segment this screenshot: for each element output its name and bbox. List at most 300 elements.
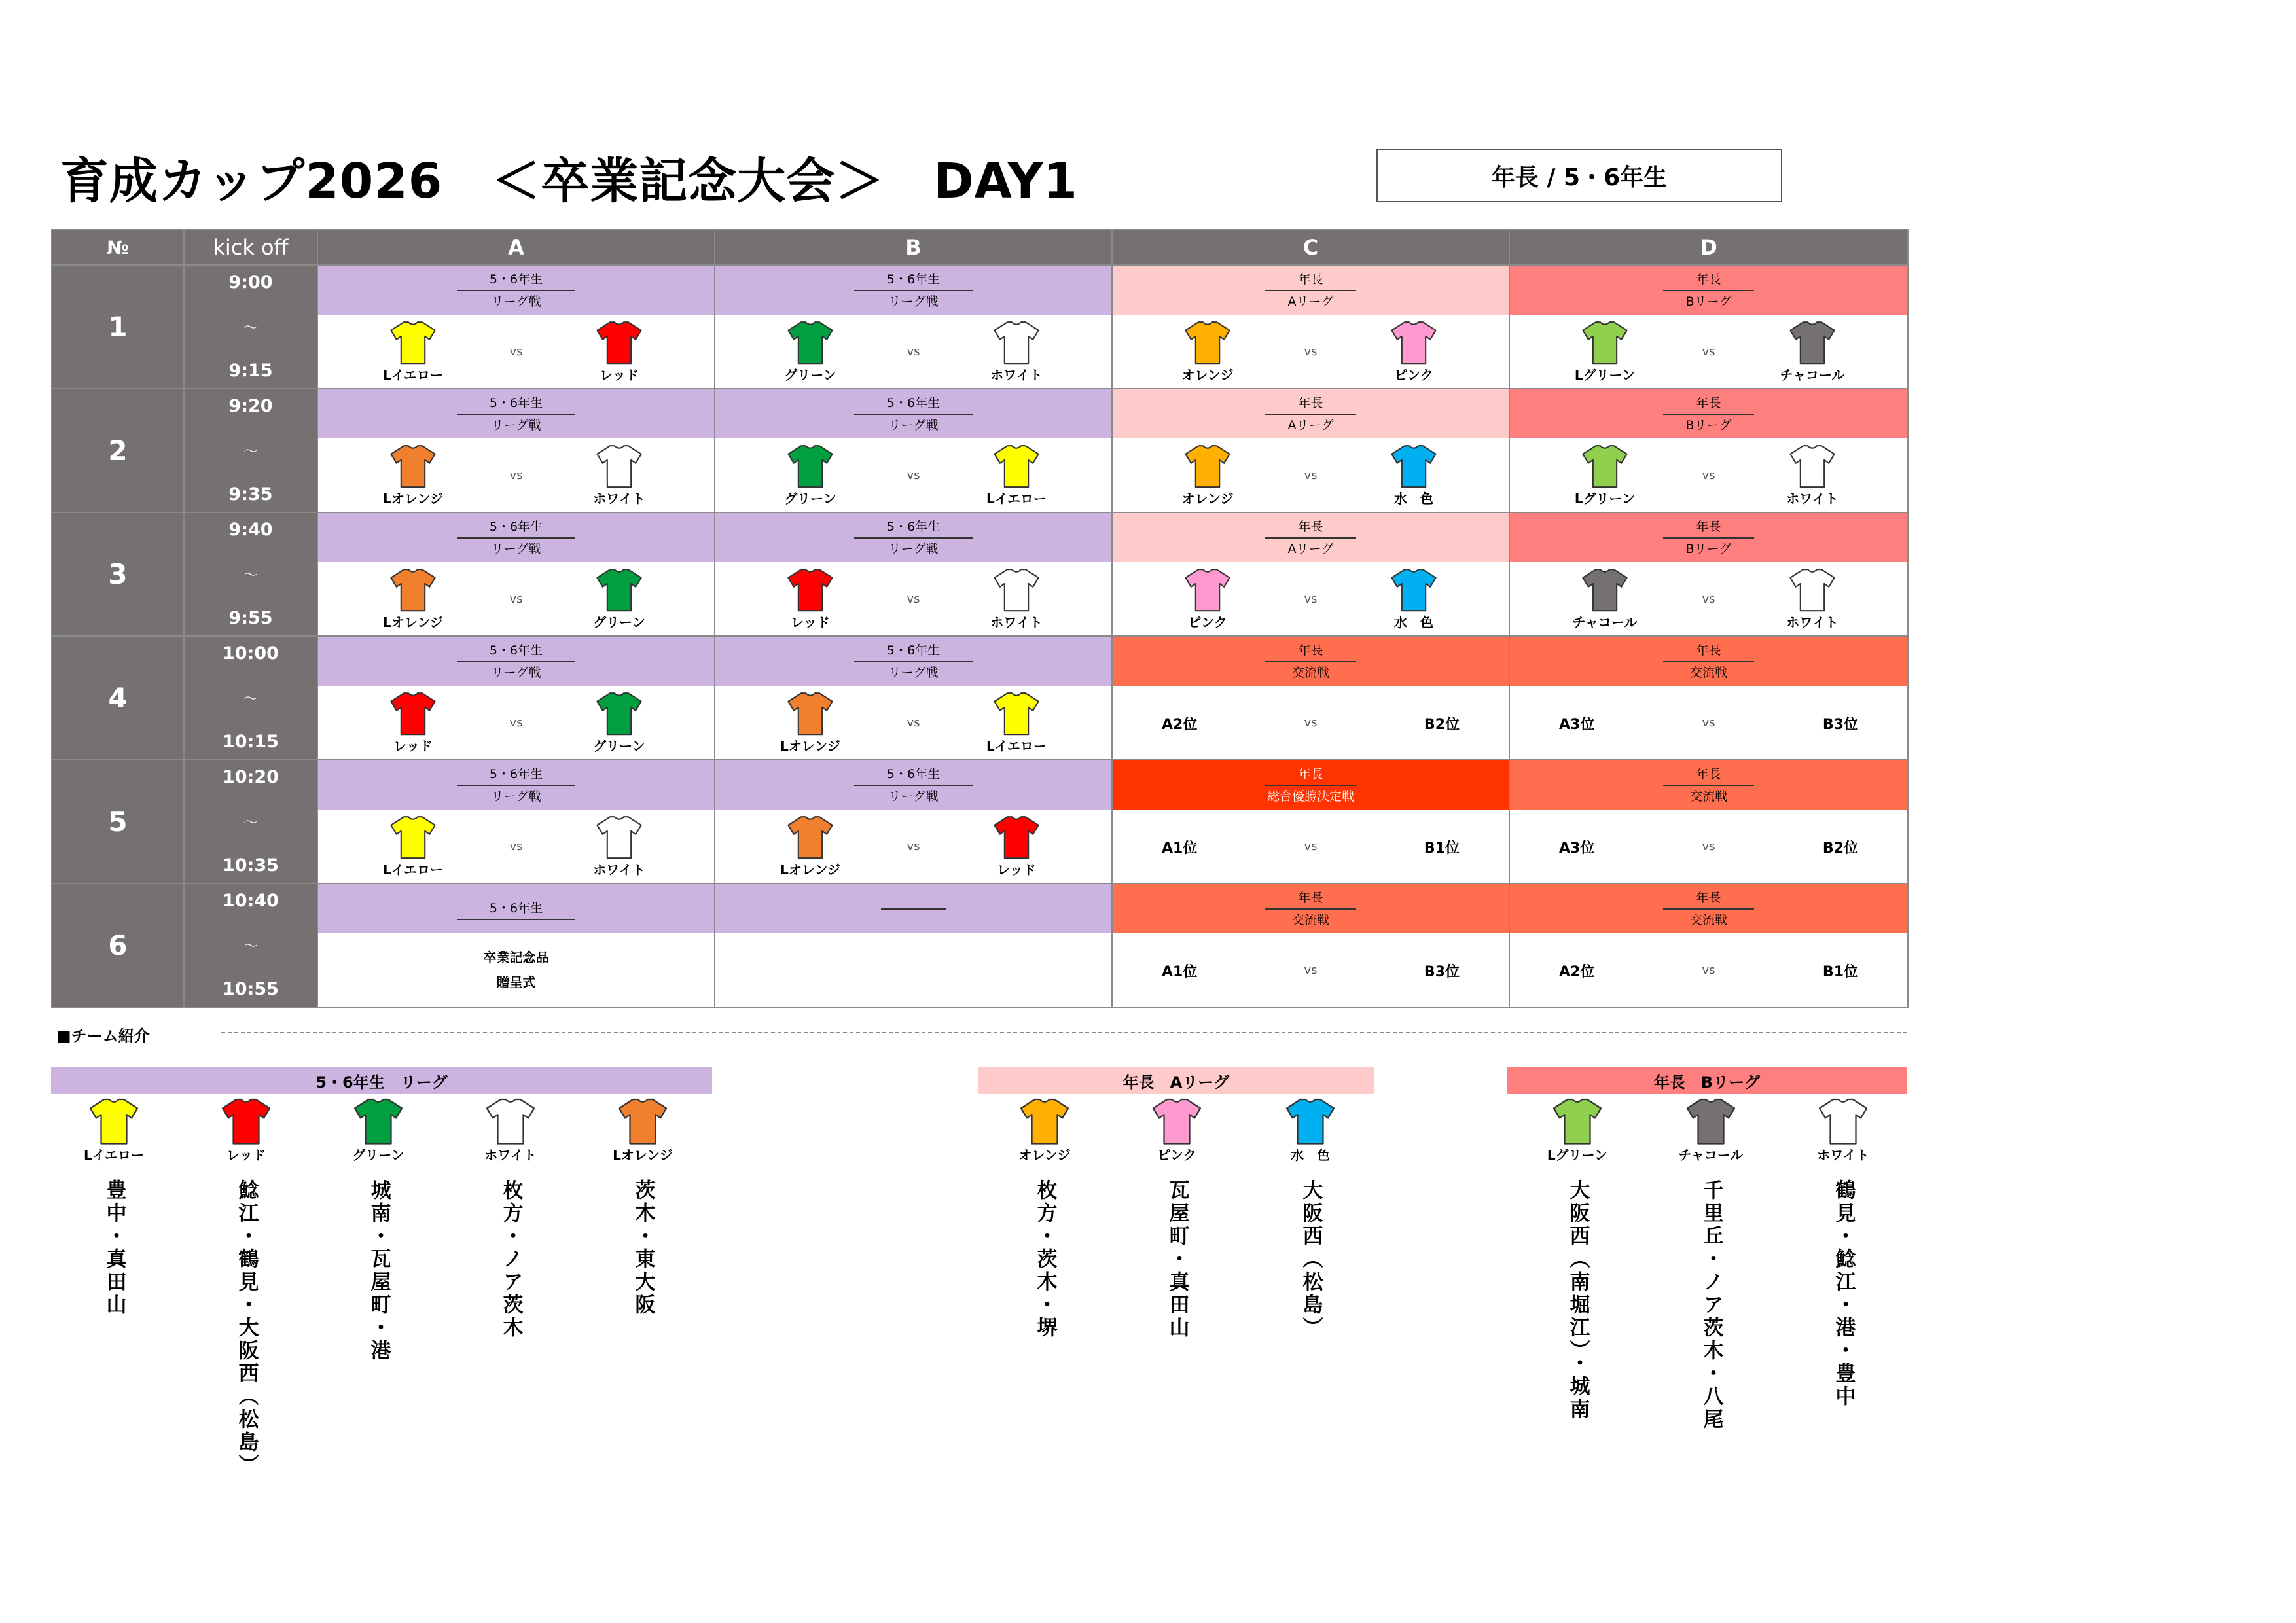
team-card	[590, 1097, 695, 1317]
start-time: 10:00	[223, 643, 279, 664]
match-division: 年長	[1663, 393, 1753, 415]
match-cell	[1112, 636, 1509, 760]
home-team-name: グリーン	[784, 367, 836, 383]
home-team-name: Lイエロー	[383, 367, 443, 383]
away-team	[980, 815, 1052, 878]
matchup	[715, 686, 1111, 759]
matchup	[715, 315, 1111, 388]
home-team-name: Lグリーン	[1574, 491, 1636, 507]
match-category	[1113, 266, 1509, 315]
vs-label: vs	[906, 345, 920, 359]
start-time: 9:40	[228, 520, 273, 540]
match-cell	[715, 265, 1112, 389]
matchup	[1510, 686, 1907, 759]
team-shirt-label: グリーン	[352, 1147, 404, 1163]
match-type: リーグ戦	[491, 665, 541, 680]
away-team	[980, 567, 1052, 631]
away-team	[583, 444, 655, 507]
start-time: 10:40	[223, 891, 279, 911]
match-cell	[715, 760, 1112, 883]
page-title: 育成カップ2026 ＜卒業記念大会＞ DAY1	[60, 153, 1078, 209]
away-seed: B2位	[1822, 840, 1858, 857]
kickoff-time	[184, 389, 317, 512]
match-cell	[715, 636, 1112, 760]
home-team-name: オレンジ	[1181, 491, 1234, 507]
away-team	[980, 691, 1052, 755]
team-intro-divider	[221, 1032, 1907, 1033]
match-category	[318, 266, 714, 315]
team-card	[1525, 1097, 1630, 1421]
home-seed: A1位	[1162, 840, 1198, 857]
shirt-icon	[1391, 567, 1437, 612]
team-members: 枚方・茨木・堺	[1033, 1179, 1057, 1340]
end-time: 9:55	[228, 608, 273, 628]
time-separator: 〜	[243, 814, 258, 831]
end-time: 10:15	[223, 732, 279, 752]
match-category	[1113, 389, 1509, 438]
team-members: 鯰江・鶴見・大阪西（松島）	[234, 1179, 259, 1477]
home-team-name: Lイエロー	[383, 862, 443, 878]
away-team-name: ホワイト	[990, 367, 1043, 383]
match-cell	[1112, 883, 1509, 1007]
match-type: 交流戦	[1689, 665, 1727, 680]
team-shirt-label: ホワイト	[1817, 1147, 1869, 1163]
team-shirt-label: オレンジ	[1018, 1147, 1071, 1163]
match-cell	[1112, 512, 1509, 636]
team-members: 瓦屋町・真田山	[1165, 1179, 1189, 1340]
kickoff-time	[184, 883, 317, 1007]
team-members: 大阪西（松島）	[1299, 1179, 1323, 1340]
away-team	[1776, 444, 1848, 507]
match-type: リーグ戦	[888, 541, 939, 556]
match-category	[715, 637, 1111, 686]
away-team-name: ホワイト	[593, 491, 645, 507]
match-category	[318, 513, 714, 562]
match-division: 5・6年生	[457, 393, 575, 415]
away-team	[1776, 567, 1848, 631]
match-type: リーグ戦	[888, 665, 939, 680]
away-team-name: ピンク	[1394, 367, 1433, 383]
start-time: 10:20	[223, 767, 279, 787]
vs-label: vs	[1304, 345, 1318, 359]
match-cell	[1112, 760, 1509, 883]
shirt-icon	[994, 815, 1039, 859]
vs-label: vs	[906, 592, 920, 606]
away-team-name: 水 色	[1394, 615, 1433, 630]
match-type: リーグ戦	[491, 541, 541, 556]
kickoff-time	[184, 512, 317, 636]
shirt-icon	[1020, 1097, 1069, 1145]
match-division: 年長	[1663, 640, 1753, 662]
team-shirt-label: レッド	[226, 1147, 266, 1163]
match-cell	[1509, 512, 1908, 636]
vs-label: vs	[509, 469, 523, 482]
away-team-name: レッド	[997, 862, 1036, 878]
matchup	[1113, 686, 1509, 759]
vs-label: vs	[1702, 469, 1715, 482]
match-division: 年長	[1265, 764, 1355, 786]
match-division: 5・6年生	[854, 764, 973, 786]
home-team-name: Lオレンジ	[383, 615, 443, 630]
match-type: 交流戦	[1689, 912, 1727, 927]
away-team-name: ホワイト	[593, 862, 645, 878]
vs-label: vs	[1702, 716, 1715, 730]
matchup	[1510, 315, 1907, 388]
kickoff-time	[184, 636, 317, 760]
match-division: 5・6年生	[854, 640, 973, 662]
shirt-icon	[1152, 1097, 1202, 1145]
matchup	[318, 562, 714, 635]
match-division	[881, 908, 946, 910]
matchup	[1113, 315, 1509, 388]
match-division: 年長	[1265, 269, 1355, 291]
match-category	[318, 760, 714, 810]
vs-label: vs	[1702, 840, 1715, 853]
home-seed: A1位	[1162, 964, 1198, 980]
time-separator: 〜	[243, 938, 258, 955]
away-seed: B1位	[1822, 964, 1858, 980]
league-banner: 年長 Bリーグ	[1507, 1067, 1907, 1094]
ceremony-line1: 卒業記念品	[483, 950, 549, 965]
shirt-icon	[486, 1097, 535, 1145]
shirt-icon	[1789, 320, 1835, 365]
match-division: 年長	[1663, 887, 1753, 910]
col-header-kickoff: kick off	[184, 230, 317, 265]
shirt-icon	[1789, 444, 1835, 488]
league-banner: 年長 Aリーグ	[978, 1067, 1374, 1094]
match-category	[1510, 884, 1907, 933]
team-card	[194, 1097, 298, 1477]
header-row	[52, 230, 1908, 265]
shirt-icon	[596, 444, 642, 488]
team-shirt-label: チャコール	[1678, 1147, 1744, 1163]
away-team	[1378, 567, 1450, 631]
col-header-court-b: B	[715, 230, 1112, 265]
match-type: 交流戦	[1291, 912, 1329, 927]
vs-label: vs	[1304, 469, 1318, 482]
match-category	[715, 266, 1111, 315]
match-number: 3	[52, 512, 184, 636]
away-team	[980, 444, 1052, 507]
match-type: リーグ戦	[888, 294, 939, 309]
match-type: Aリーグ	[1287, 418, 1334, 433]
match-cell	[317, 636, 715, 760]
shirt-icon	[1818, 1097, 1868, 1145]
match-division: 年長	[1265, 640, 1355, 662]
vs-label: vs	[1702, 963, 1715, 977]
home-team-name: Lオレンジ	[383, 491, 443, 507]
away-team	[1378, 444, 1450, 507]
home-team-name: オレンジ	[1181, 367, 1234, 383]
match-cell	[1509, 883, 1908, 1007]
match-category	[1510, 513, 1907, 562]
match-cell	[1112, 265, 1509, 389]
match-row	[52, 883, 1908, 1007]
team-card	[992, 1097, 1097, 1340]
time-separator: 〜	[243, 319, 258, 336]
match-type: Bリーグ	[1685, 418, 1732, 433]
match-cell	[715, 883, 1112, 1007]
away-team-name: グリーン	[593, 615, 645, 630]
match-cell	[1509, 389, 1908, 512]
start-time: 9:20	[228, 396, 273, 416]
ceremony	[318, 933, 714, 1007]
match-division: 5・6年生	[854, 516, 973, 539]
match-cell	[317, 512, 715, 636]
match-category	[318, 637, 714, 686]
match-type: リーグ戦	[888, 789, 939, 804]
match-number: 4	[52, 636, 184, 760]
match-category	[1113, 513, 1509, 562]
matchup	[1510, 562, 1907, 635]
end-time: 9:35	[228, 484, 273, 505]
away-team-name: ホワイト	[990, 615, 1043, 630]
team-shirt-label: ピンク	[1157, 1147, 1196, 1163]
vs-label: vs	[906, 716, 920, 730]
shirt-icon	[994, 320, 1039, 365]
home-team-name: Lオレンジ	[780, 738, 840, 754]
team-members: 茨木・東大阪	[631, 1179, 655, 1317]
matchup	[1113, 562, 1509, 635]
home-team-name: Lオレンジ	[780, 862, 840, 878]
match-cell	[317, 760, 715, 883]
shirt-icon	[596, 320, 642, 365]
vs-label: vs	[1304, 592, 1318, 606]
vs-label: vs	[1702, 345, 1715, 359]
match-category	[1510, 266, 1907, 315]
team-shirt-label: 水 色	[1291, 1147, 1330, 1163]
team-members: 千里丘・ノア茨木・八尾	[1699, 1179, 1723, 1431]
match-row	[52, 512, 1908, 636]
away-team	[583, 567, 655, 631]
home-seed: A3位	[1559, 840, 1595, 857]
empty-slot	[715, 933, 1111, 1007]
team-members: 枚方・ノア茨木	[499, 1179, 523, 1340]
matchup	[318, 315, 714, 388]
match-category	[715, 884, 1111, 933]
col-header-court-d: D	[1509, 230, 1908, 265]
team-card	[1258, 1097, 1363, 1340]
match-category	[715, 389, 1111, 438]
match-category	[1510, 760, 1907, 810]
time-separator: 〜	[243, 690, 258, 707]
col-header-court-c: C	[1112, 230, 1509, 265]
shirt-icon	[994, 691, 1039, 736]
match-division: 年長	[1663, 269, 1753, 291]
away-team	[1378, 320, 1450, 383]
vs-label: vs	[509, 345, 523, 359]
shirt-icon	[1391, 320, 1437, 365]
team-members: 鶴見・鯰江・港・豊中	[1831, 1179, 1856, 1408]
away-team-name: グリーン	[593, 738, 645, 754]
end-time: 10:35	[223, 855, 279, 876]
match-cell	[317, 883, 715, 1007]
away-team	[1776, 320, 1848, 383]
away-team	[980, 320, 1052, 383]
matchup	[318, 686, 714, 759]
away-team-name: ホワイト	[1786, 615, 1839, 630]
shirt-icon	[596, 815, 642, 859]
match-category	[318, 884, 714, 933]
away-seed: B2位	[1424, 717, 1460, 733]
match-row	[52, 265, 1908, 389]
away-seed: B1位	[1424, 840, 1460, 857]
match-row	[52, 760, 1908, 883]
away-team-name: レッド	[600, 367, 639, 383]
match-type: 交流戦	[1291, 665, 1329, 680]
schedule-table	[51, 229, 1909, 1008]
match-type: リーグ戦	[888, 418, 939, 433]
team-card	[1124, 1097, 1229, 1340]
col-header-court-a: A	[317, 230, 715, 265]
match-type: リーグ戦	[491, 294, 541, 309]
match-number: 5	[52, 760, 184, 883]
vs-label: vs	[906, 840, 920, 853]
match-cell	[715, 512, 1112, 636]
home-seed: A3位	[1559, 717, 1595, 733]
match-cell	[1509, 636, 1908, 760]
matchup	[715, 438, 1111, 512]
match-cell	[317, 389, 715, 512]
team-card	[62, 1097, 166, 1317]
match-type: Bリーグ	[1685, 294, 1732, 309]
matchup	[1510, 933, 1907, 1007]
team-members: 豊中・真田山	[102, 1179, 126, 1317]
away-team-name: Lイエロー	[986, 738, 1047, 754]
match-type: リーグ戦	[491, 418, 541, 433]
match-division: 5・6年生	[854, 269, 973, 291]
match-cell	[1509, 760, 1908, 883]
match-category	[1510, 637, 1907, 686]
match-category	[318, 389, 714, 438]
match-category	[1113, 637, 1509, 686]
away-team	[583, 320, 655, 383]
team-members: 城南・瓦屋町・港	[367, 1179, 391, 1363]
vs-label: vs	[1702, 592, 1715, 606]
shirt-icon	[1285, 1097, 1335, 1145]
away-team-name: Lイエロー	[986, 491, 1047, 507]
matchup	[1113, 933, 1509, 1007]
away-team-name: 水 色	[1394, 491, 1433, 507]
shirt-icon	[1686, 1097, 1736, 1145]
shirt-icon	[596, 567, 642, 612]
match-division: 年長	[1265, 516, 1355, 539]
team-card	[326, 1097, 431, 1363]
vs-label: vs	[1304, 840, 1318, 853]
kickoff-time	[184, 760, 317, 883]
team-card	[458, 1097, 563, 1340]
match-division: 年長	[1663, 516, 1753, 539]
team-shirt-label: Lイエロー	[84, 1147, 144, 1163]
match-type: リーグ戦	[491, 789, 541, 804]
vs-label: vs	[509, 716, 523, 730]
start-time: 9:00	[228, 272, 273, 293]
match-number: 6	[52, 883, 184, 1007]
home-team-name: グリーン	[784, 491, 836, 507]
away-team-name: チャコール	[1780, 367, 1845, 383]
team-members: 大阪西（南堀江）・城南	[1566, 1179, 1590, 1421]
away-team-name: ホワイト	[1786, 491, 1839, 507]
match-type: Bリーグ	[1685, 541, 1732, 556]
match-category	[1510, 389, 1907, 438]
matchup	[1113, 438, 1509, 512]
match-type: 総合優勝決定戦	[1266, 789, 1354, 804]
matchup	[1113, 810, 1509, 883]
shirt-icon	[618, 1097, 668, 1145]
match-division: 5・6年生	[457, 269, 575, 291]
match-cell	[1112, 389, 1509, 512]
match-division: 年長	[1265, 887, 1355, 910]
matchup	[1510, 438, 1907, 512]
match-type: Aリーグ	[1287, 294, 1334, 309]
match-division: 5・6年生	[457, 640, 575, 662]
match-cell	[317, 265, 715, 389]
home-seed: A2位	[1559, 964, 1595, 980]
kickoff-time	[184, 265, 317, 389]
match-row	[52, 636, 1908, 760]
shirt-icon	[596, 691, 642, 736]
shirt-icon	[1789, 567, 1835, 612]
matchup	[318, 438, 714, 512]
match-type: 交流戦	[1689, 789, 1727, 804]
match-division: 5・6年生	[457, 898, 575, 920]
match-cell	[715, 389, 1112, 512]
shirt-icon	[89, 1097, 139, 1145]
vs-label: vs	[1304, 963, 1318, 977]
shirt-icon	[221, 1097, 271, 1145]
team-intro-label: ■チーム紹介	[56, 1027, 150, 1045]
matchup	[715, 562, 1111, 635]
match-type: Aリーグ	[1287, 541, 1334, 556]
vs-label: vs	[906, 469, 920, 482]
home-team-name: ピンク	[1188, 615, 1227, 630]
match-division: 年長	[1265, 393, 1355, 415]
match-number: 1	[52, 265, 184, 389]
match-division: 5・6年生	[457, 764, 575, 786]
shirt-icon	[1391, 444, 1437, 488]
match-cell	[1509, 265, 1908, 389]
match-division: 5・6年生	[854, 393, 973, 415]
shirt-icon	[994, 444, 1039, 488]
shirt-icon	[353, 1097, 403, 1145]
away-seed: B3位	[1822, 717, 1858, 733]
ceremony-line2: 贈呈式	[496, 974, 536, 990]
match-division: 5・6年生	[457, 516, 575, 539]
match-category	[715, 760, 1111, 810]
vs-label: vs	[509, 840, 523, 853]
shirt-icon	[1552, 1097, 1602, 1145]
matchup	[715, 810, 1111, 883]
match-number: 2	[52, 389, 184, 512]
home-seed: A2位	[1162, 717, 1198, 733]
vs-label: vs	[1304, 716, 1318, 730]
team-shirt-label: Lグリーン	[1547, 1147, 1608, 1163]
time-separator: 〜	[243, 443, 258, 460]
home-team-name: レッド	[791, 615, 830, 630]
match-division: 年長	[1663, 764, 1753, 786]
away-team	[583, 691, 655, 755]
matchup	[318, 810, 714, 883]
team-card	[1659, 1097, 1763, 1431]
match-category	[1113, 884, 1509, 933]
col-header-no: №	[52, 230, 184, 265]
vs-label: vs	[509, 592, 523, 606]
away-seed: B3位	[1424, 964, 1460, 980]
home-team-name: Lグリーン	[1574, 367, 1636, 383]
team-shirt-label: ホワイト	[484, 1147, 537, 1163]
match-category	[1113, 760, 1509, 810]
end-time: 10:55	[223, 979, 279, 999]
